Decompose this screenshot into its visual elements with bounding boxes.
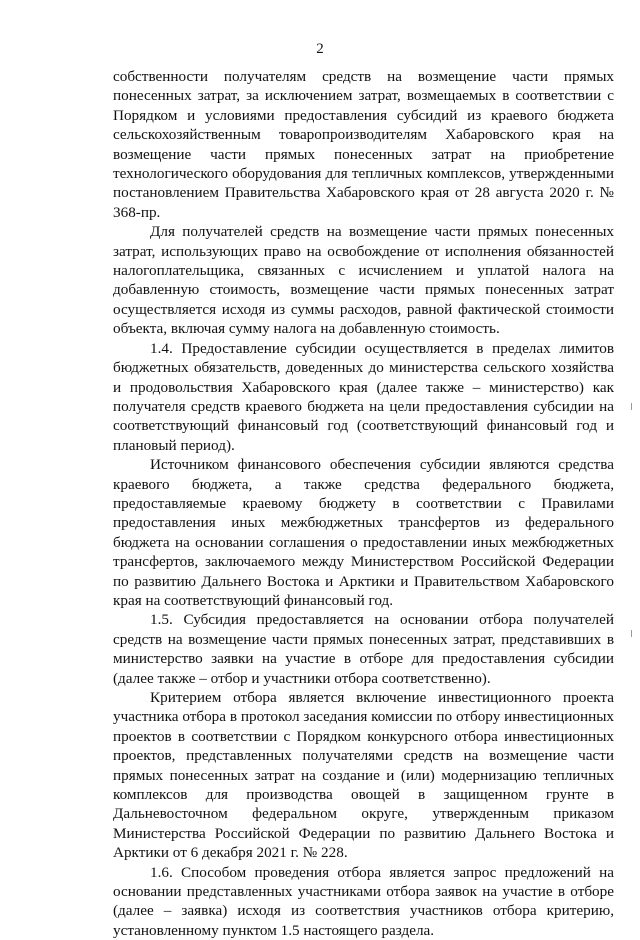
document-body: [113, 67, 614, 940]
paragraph-vat-exemption: Для получателей средств на возмещение части прямых понесенных затрат, использующих право на освобождение от исполнения обязанностей налогоплательщика, связанных с исчислением и уплатой налога на добавленную стоимость, возмещение части прямых понесенных затрат осуществляется исходя из суммы расходов, равной фактической стоимости объекта, включая сумму налога на добавленную стоимость.: [113, 223, 614, 338]
paragraph-1-5: 1.5. Субсидия предоставляется на основании отбора получателей средств на возмещение части прямых понесенных затрат, представивших в министерство заявки на участие в отборе для предоставления субсидии (далее также – отбор и участники отбора соответственно).: [113, 611, 614, 687]
paragraph-1-4: 1.4. Предоставление субсидии осуществляется в пределах лимитов бюджетных обязательств, доведенных до министерства сельского хозяйства и продовольствия Хабаровского края (далее также – министерство) как получателя средств краевого бюджета на цели предоставления субсидии на соответствующий финансовый год (соответствующий финансовый год и плановый период).: [113, 339, 614, 454]
paragraph-1-6: 1.6. Способом проведения отбора является запрос предложений на основании представленных участниками отбора заявок на участие в отборе (далее – заявка) исходя из соответствия участников отбора критерию, установленному пунктом 1.5 настоящего раздела.: [113, 863, 614, 939]
scan-margin-mark: [631, 630, 632, 637]
paragraph-continuation: собственности получателям средств на возмещение части прямых понесенных затрат, за исключением затрат, возмещаемых в соответствии с Порядком и условиями предоставления субсидий из краевого бюджета сельскохозяйственным товаропроизводителям Хабаровского края на возмещение части прямых понесенных затрат на приобретение технологического оборудования для тепличных комплексов, утвержденными постановлением Правительства Хабаровского края от 28 августа 2020 г. № 368-пр.: [113, 68, 614, 221]
page-number: 2: [316, 41, 324, 57]
paragraph-selection-criterion: Критерием отбора является включение инвестиционного проекта участника отбора в протокол заседания комиссии по отбору инвестиционных проектов в соответствии с Порядком конкурсного отбора инвестиционных проектов, представленных получателями средств на возмещение части прямых понесенных затрат на создание и (или) модернизацию тепличных комплексов для производства овощей в защищенном грунте в Дальневосточном федеральном округе, утвержденным приказом Министерства Российской Федерации по развитию Дальнего Востока и Арктики от 6 декабря 2021 г. № 228.: [113, 689, 614, 862]
paragraph-funding-source: Источником финансового обеспечения субсидии являются средства краевого бюджета, а также средства федерального бюджета, предоставляемые краевому бюджету в соответствии с Правилами предоставления иных межбюджетных трансфертов из федерального бюджета на основании соглашения о предоставлении иных межбюджетных трансфертов, заключаемого между Министерством Российской Федерации по развитию Дальнего Востока и Арктики и Правительством Хабаровского края на соответствующий финансовый год.: [113, 456, 614, 609]
scan-margin-mark: [631, 403, 632, 410]
